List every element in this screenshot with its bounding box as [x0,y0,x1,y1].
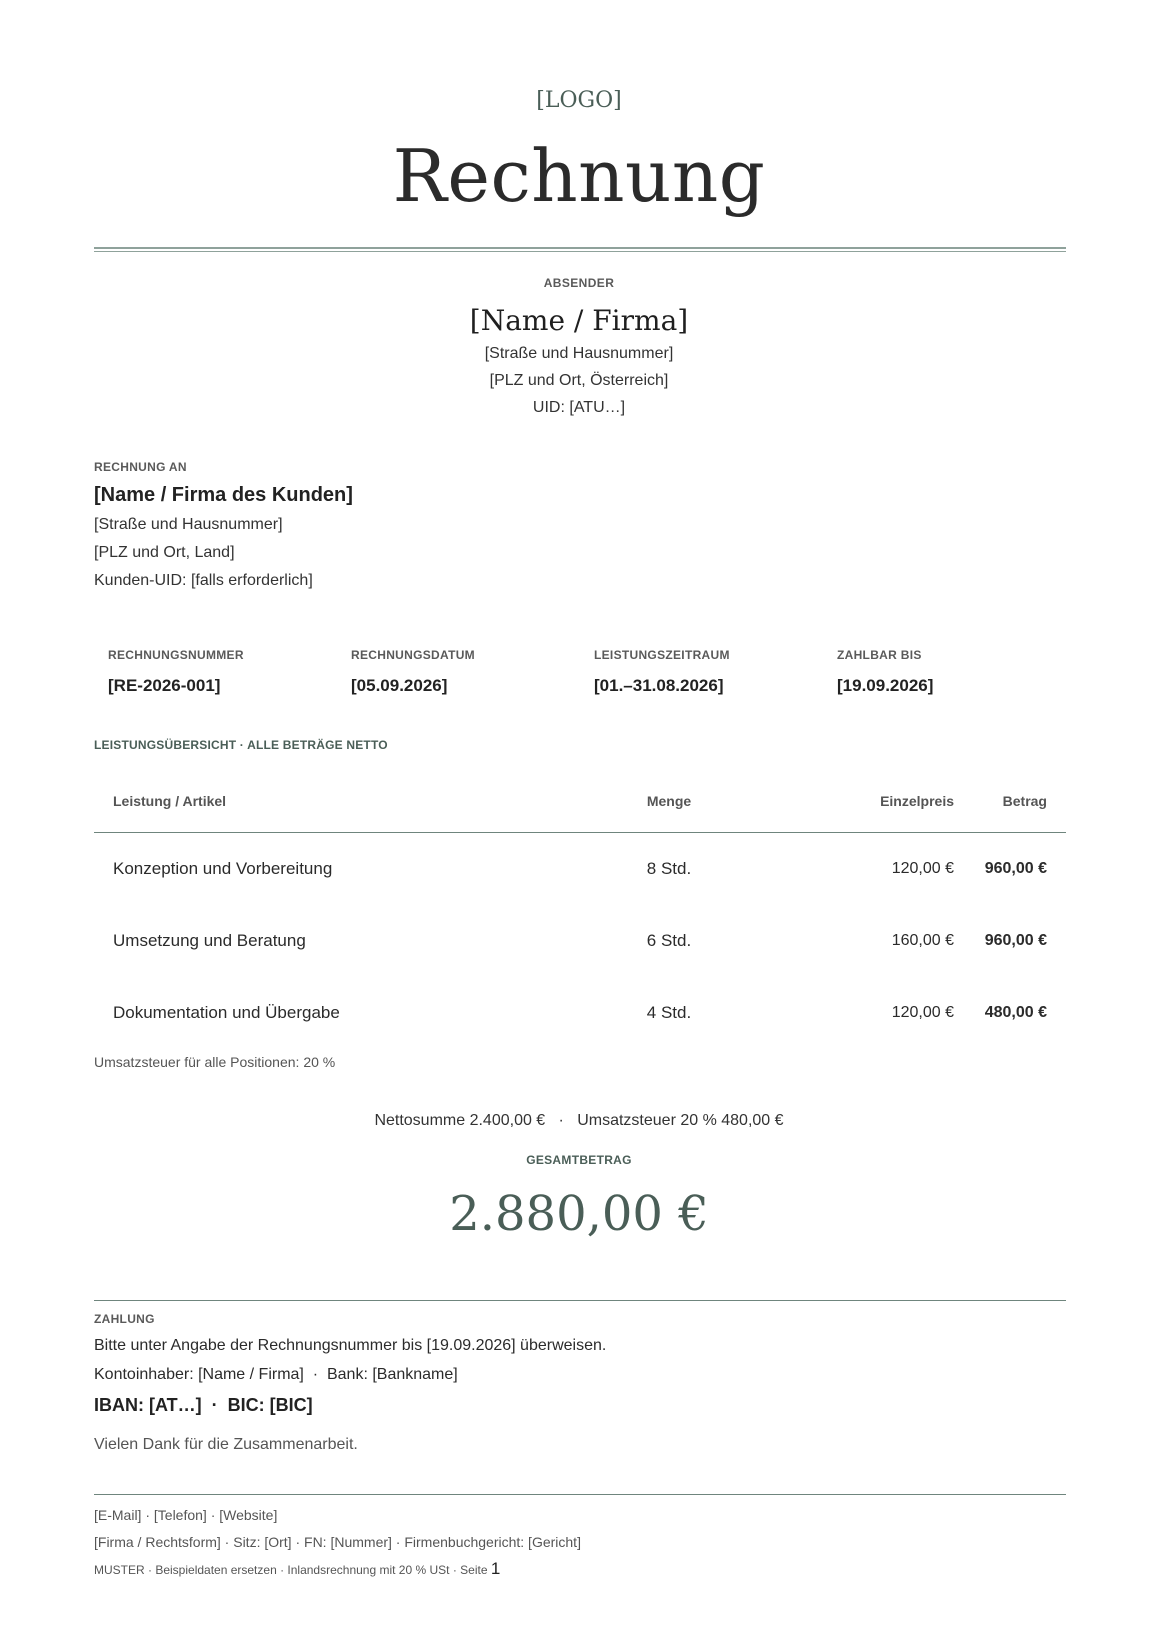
meta-label: RECHNUNGSDATUM [351,648,475,662]
meta-invoice-date [337,648,580,696]
meta-service-period [580,648,823,696]
row-item: Konzeption und Vorbereitung [113,859,333,878]
meta-label: RECHNUNGSNUMMER [108,648,244,662]
recipient-city: [PLZ und Ort, Land] [94,544,235,561]
payment-divider [94,1300,1066,1301]
thanks-note: Vielen Dank für die Zusammenarbeit. [94,1436,358,1453]
column-header-amount: Betrag [1002,793,1047,809]
row-amount: 480,00 € [984,1004,1047,1021]
sender-street: [Straße und Hausnummer] [484,345,674,362]
payment-block [94,1312,1066,1454]
row-unit-price: 120,00 € [891,860,954,877]
meta-value: [RE-2026-001] [108,676,221,695]
recipient-street: [Straße und Hausnummer] [94,516,283,533]
totals-summary: Nettosumme 2.400,00 € · Umsatzsteuer 20 % 480,00 € [374,1112,784,1129]
column-header-item: Leistung / Artikel [113,793,227,809]
meta-due-date [823,648,1066,696]
title-divider [94,247,1066,249]
row-item: Dokumentation und Übergabe [113,1003,340,1022]
logo-placeholder: [LOGO] [536,88,622,113]
table-row [94,833,1066,905]
row-amount: 960,00 € [984,932,1047,949]
column-header-qty: Menge [646,793,692,809]
row-qty: 4 Std. [646,1003,692,1022]
column-header-unit-price: Einzelpreis [880,793,954,809]
payment-heading: ZAHLUNG [94,1312,155,1326]
row-unit-price: 120,00 € [891,1004,954,1021]
meta-label: ZAHLBAR BIS [837,648,922,662]
row-qty: 8 Std. [646,859,692,878]
sender-city: [PLZ und Ort, Österreich] [489,372,669,389]
items-table [94,770,1066,1049]
footer-divider [94,1494,1066,1495]
payment-instruction: Bitte unter Angabe der Rechnungsnummer bis [19.09.2026] überweisen. [94,1337,607,1354]
payment-account: Kontoinhaber: [Name / Firma] · Bank: [Bankname] [94,1366,458,1383]
sender-name: [Name / Firma] [469,304,689,337]
vat-note: Umsatzsteuer für alle Positionen: 20 % [94,1054,336,1070]
recipient-block [94,460,353,591]
table-header [94,770,1066,833]
row-qty: 6 Std. [646,931,692,950]
total-label: GESAMTBETRAG [526,1153,632,1167]
table-row [94,905,1066,977]
row-unit-price: 160,00 € [891,932,954,949]
sender-heading: ABSENDER [543,276,615,290]
total-amount: 2.880,00 € [449,1186,709,1242]
table-row [94,977,1066,1049]
page-number: 1 [490,1559,501,1578]
row-item: Umsetzung und Beratung [113,931,306,950]
page-title: Rechnung [392,134,766,218]
meta-invoice-number [94,648,337,696]
footer-company: [Firma / Rechtsform] · Sitz: [Ort] · FN: [Nummer] · Firmenbuchgericht: [Gericht] [94,1534,581,1550]
sender-block [0,276,1158,418]
row-amount: 960,00 € [984,860,1047,877]
sender-uid: UID: [ATU…] [532,399,626,416]
meta-value: [01.–31.08.2026] [594,676,724,695]
recipient-uid: Kunden-UID: [falls erforderlich] [94,572,313,589]
payment-iban-bic: IBAN: [AT…] · BIC: [BIC] [94,1395,313,1415]
footer-note: MUSTER · Beispieldaten ersetzen · Inlandsrechnung mit 20 % USt · Seite [94,1563,491,1577]
footer-contact: [E-Mail] · [Telefon] · [Website] [94,1507,278,1523]
meta-value: [19.09.2026] [837,676,934,695]
items-section-title: LEISTUNGSÜBERSICHT · ALLE BETRÄGE NETTO [94,738,388,752]
meta-label: LEISTUNGSZEITRAUM [594,648,730,662]
recipient-name: [Name / Firma des Kunden] [94,484,353,506]
recipient-heading: RECHNUNG AN [94,460,187,474]
invoice-meta [94,648,1066,696]
footer-note-line [94,1559,1066,1586]
meta-value: [05.09.2026] [351,676,448,695]
footer [94,1505,1066,1586]
